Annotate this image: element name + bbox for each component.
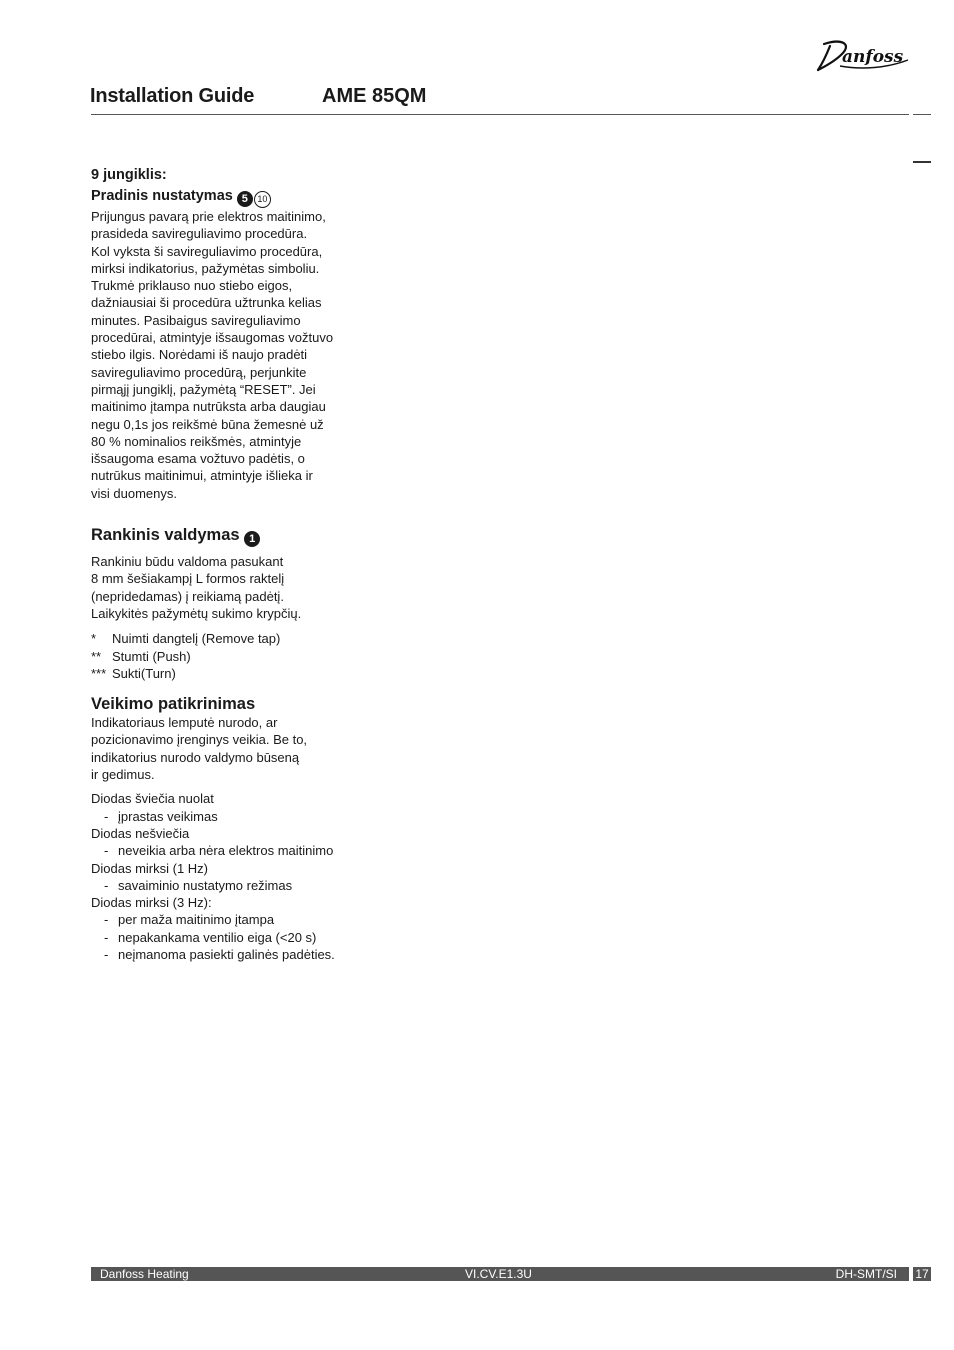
svg-text:anfoss: anfoss bbox=[842, 47, 904, 67]
body-line: Rankiniu būdu valdoma pasukant bbox=[91, 554, 284, 570]
body-line: prasideda savireguliavimo procedūra. bbox=[91, 226, 308, 242]
switch-heading-text: Pradinis nustatymas bbox=[91, 188, 233, 204]
led-state-meanings bbox=[91, 877, 361, 894]
led-state-meaning bbox=[91, 929, 361, 946]
content-column bbox=[91, 165, 361, 963]
led-state-meaning bbox=[91, 877, 361, 894]
dash-marker: - bbox=[104, 877, 109, 893]
meaning-text: neįmanoma pasiekti galinės padėties. bbox=[118, 946, 335, 962]
body-line: pozicionavimo įrenginys veikia. Be to, bbox=[91, 732, 308, 748]
manual-section bbox=[91, 525, 361, 682]
step-marker: ** bbox=[91, 648, 102, 664]
body-line: 8 mm šešiakampį L formos raktelį bbox=[91, 571, 285, 587]
check-section bbox=[91, 694, 361, 963]
step-text: Nuimti dangtelį (Remove tap) bbox=[112, 631, 281, 647]
body-line: 80 % nominalios reikšmės, atmintyje bbox=[91, 433, 302, 449]
led-state-label: Diodas mirksi (1 Hz) bbox=[91, 860, 209, 876]
step-item bbox=[91, 665, 361, 682]
body-line: mirksi indikatorius, pažymėtas simboliu. bbox=[91, 260, 320, 276]
body-line: Prijungus pavarą prie elektros maitinimo, bbox=[91, 209, 326, 224]
led-state-meaning bbox=[91, 808, 361, 825]
page-number: 17 bbox=[913, 1267, 931, 1281]
dash-marker: - bbox=[104, 912, 109, 928]
figure-ref-badge: 10 bbox=[254, 191, 271, 208]
switch-heading-line1: 9 jungiklis: bbox=[91, 167, 167, 183]
led-state-meaning bbox=[91, 946, 361, 963]
body-line: Trukmė priklauso nuo stiebo eigos, bbox=[91, 278, 293, 294]
meaning-text: įprastas veikimas bbox=[118, 808, 218, 824]
led-state-meaning bbox=[91, 842, 361, 859]
meaning-text: savaiminio nustatymo režimas bbox=[118, 877, 293, 893]
switch-heading-line2 bbox=[91, 186, 361, 208]
footer-bar bbox=[91, 1267, 909, 1281]
body-line: ir gedimus. bbox=[91, 767, 155, 783]
body-line: išsaugoma esama vožtuvo padėtis, o bbox=[91, 451, 305, 467]
manual-steps-list bbox=[91, 630, 361, 682]
switch-body bbox=[91, 208, 361, 502]
body-line: pirmąjį jungiklį, pažymėtą “RESET”. Jei bbox=[91, 381, 316, 397]
led-state-meaning bbox=[91, 911, 361, 928]
margin-tick bbox=[913, 114, 931, 115]
footer-dept: DH-SMT/SI bbox=[835, 1267, 897, 1281]
body-line: minutes. Pasibaigus savireguliavimo bbox=[91, 312, 301, 328]
danfoss-logo bbox=[812, 36, 912, 76]
figure-ref-badge: 5 bbox=[237, 191, 253, 207]
led-state-meanings bbox=[91, 842, 361, 859]
meaning-text: nepakankama ventilio eiga (<20 s) bbox=[118, 929, 317, 945]
dash-marker: - bbox=[104, 808, 109, 824]
header-divider bbox=[91, 114, 909, 115]
led-state-meanings bbox=[91, 911, 361, 963]
step-marker: *** bbox=[91, 665, 107, 681]
dash-marker: - bbox=[104, 843, 109, 859]
footer-company: Danfoss Heating bbox=[100, 1267, 189, 1281]
body-line: nutrūkus maitinimui, atmintyje išlieka ir bbox=[91, 468, 313, 484]
manual-heading bbox=[91, 525, 361, 547]
step-marker: * bbox=[91, 631, 97, 647]
meaning-text: per maža maitinimo įtampa bbox=[118, 912, 275, 928]
body-line: dažniausiai ši procedūra užtrunka kelias bbox=[91, 295, 322, 311]
body-line: Laikykitės pažymėtų sukimo krypčių. bbox=[91, 605, 302, 621]
figure-ref-badge: 1 bbox=[244, 531, 260, 547]
footer-doc-code: VI.CV.E1.3U bbox=[465, 1267, 532, 1281]
body-line: Indikatoriaus lemputė nurodo, ar bbox=[91, 715, 278, 731]
led-states bbox=[91, 790, 361, 963]
led-state-label: Diodas nešviečia bbox=[91, 825, 190, 841]
step-item bbox=[91, 648, 361, 665]
manual-heading-text: Rankinis valdymas bbox=[91, 526, 240, 545]
margin-tick bbox=[913, 161, 931, 163]
product-model: AME 85QM bbox=[322, 85, 427, 107]
body-line: (nepridedamas) į reikiamą padėtį. bbox=[91, 588, 284, 604]
body-line: procedūrai, atmintyje išsaugomas vožtuvo bbox=[91, 330, 334, 346]
meaning-text: neveikia arba nėra elektros maitinimo bbox=[118, 843, 334, 859]
led-state-meanings bbox=[91, 808, 361, 825]
switch-section bbox=[91, 165, 361, 502]
led-state-label: Diodas šviečia nuolat bbox=[91, 791, 214, 807]
step-text: Stumti (Push) bbox=[112, 648, 191, 664]
dash-marker: - bbox=[104, 946, 109, 962]
led-state-label: Diodas mirksi (3 Hz): bbox=[91, 895, 212, 911]
step-item bbox=[91, 630, 361, 647]
check-body bbox=[91, 714, 361, 783]
body-line: indikatorius nurodo valdymo būseną bbox=[91, 749, 300, 765]
page-title: Installation Guide bbox=[90, 85, 255, 107]
check-heading: Veikimo patikrinimas bbox=[91, 695, 256, 714]
body-line: savireguliavimo procedūrą, perjunkite bbox=[91, 364, 307, 380]
manual-body bbox=[91, 553, 361, 622]
body-line: Kol vyksta ši savireguliavimo procedūra, bbox=[91, 243, 323, 259]
step-text: Sukti(Turn) bbox=[112, 665, 176, 681]
body-line: maitinimo įtampa nutrūksta arba daugiau bbox=[91, 399, 326, 415]
dash-marker: - bbox=[104, 929, 109, 945]
body-line: visi duomenys. bbox=[91, 485, 177, 501]
body-line: stiebo ilgis. Norėdami iš naujo pradėti bbox=[91, 347, 308, 363]
body-line: negu 0,1s jos reikšmė būna žemesnė už bbox=[91, 416, 324, 432]
